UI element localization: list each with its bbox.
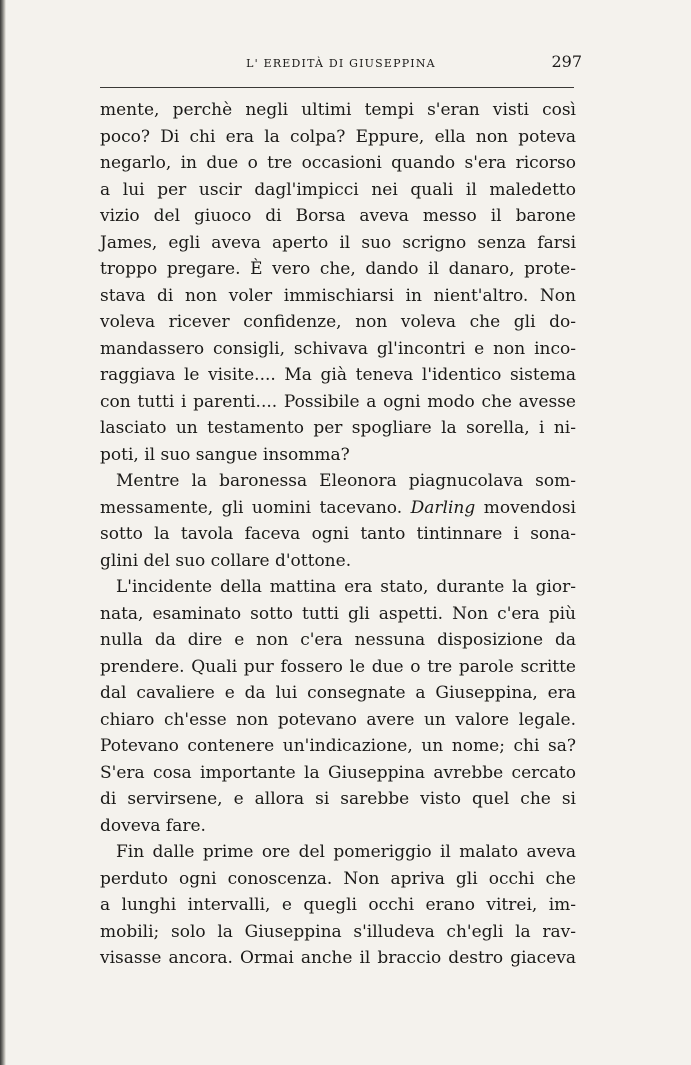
text-line: nulla da dire e non c'era nessuna disposizione da [100,630,576,650]
page-binding-edge [0,0,6,1065]
text-line: voleva ricever confidenze, non voleva che gli do- [100,312,576,332]
text-line: sotto la tavola faceva ogni tanto tintinnare i sona- [100,524,576,544]
text-line: James, egli aveva aperto il suo scrigno senza farsi [100,232,576,253]
paragraph-3 [100,574,576,839]
text-line: mobili; solo la Giuseppina s'illudeva ch'egli la rav- [100,921,576,942]
text-line: a lui per uscir dagl'impicci nei quali il maledetto [100,179,576,200]
text-line: dal cavaliere e da lui consegnate a Giuseppina, era [100,683,576,703]
paragraph-2 [100,468,576,574]
page-header [100,52,582,76]
paragraph-4 [100,839,576,972]
running-title: L' EREDITÀ DI GIUSEPPINA [246,57,436,70]
page-number: 297 [551,52,582,71]
text-line: raggiava le visite.... Ma già teneva l'identico sistema [100,365,576,385]
text-line: a lunghi intervalli, e quegli occhi erano vitrei, im- [100,895,576,915]
text-line: doveva fare. [100,815,206,836]
text-line: perduto ogni conoscenza. Non apriva gli occhi che [100,868,576,889]
body-text [100,97,576,972]
text-line: nata, esaminato sotto tutti gli aspetti. Non c'era più [100,603,576,624]
text-line: lasciato un testamento per spogliare la sorella, i ni- [100,418,576,438]
text-line: Fin dalle prime ore del pomeriggio il malato aveva [116,842,576,862]
text-line: di servirsene, e allora si sarebbe visto quel che si [100,789,576,809]
text-line: stava di non voler immischiarsi in nient'altro. Non [100,285,576,306]
text-line: chiaro ch'esse non potevano avere un valore legale. [100,709,576,730]
text-line: Mentre la baronessa Eleonora piagnucolava som- [116,471,576,491]
text-line: poti, il suo sangue insomma? [100,444,350,465]
text-line: glini del suo collare d'ottone. [100,550,352,571]
text-line: mandassero consigli, schivava gl'incontri e non inco- [100,338,576,359]
text-line: visasse ancora. Ormai anche il braccio destro giaceva [100,948,576,968]
text-line: poco? Di chi era la colpa? Eppure, ella non poteva [100,126,576,147]
text-line: con tutti i parenti.... Possibile a ogni modo che avesse [100,391,576,412]
text-fragment: movendosi [483,497,576,518]
text-line: prendere. Quali pur fossero le due o tre parole scritte [100,656,576,677]
text-line: Potevano contenere un'indicazione, un nome; chi sa? [100,736,576,756]
header-rule [100,87,574,88]
text-fragment: messamente, gli uomini tacevano. [100,497,403,518]
text-line: L'incidente della mattina era stato, durante la gior- [116,577,576,597]
text-line [100,495,576,522]
text-line: troppo pregare. È vero che, dando il danaro, prote- [100,259,576,279]
paragraph-1 [100,97,576,468]
text-line: vizio del giuoco di Borsa aveva messo il barone [100,206,576,226]
text-line: S'era cosa importante la Giuseppina avrebbe cercato [100,762,576,783]
text-line: negarlo, in due o tre occasioni quando s'era ricorso [100,153,576,173]
italic-name: Darling [410,497,476,518]
text-line: mente, perchè negli ultimi tempi s'eran visti così [100,100,576,120]
